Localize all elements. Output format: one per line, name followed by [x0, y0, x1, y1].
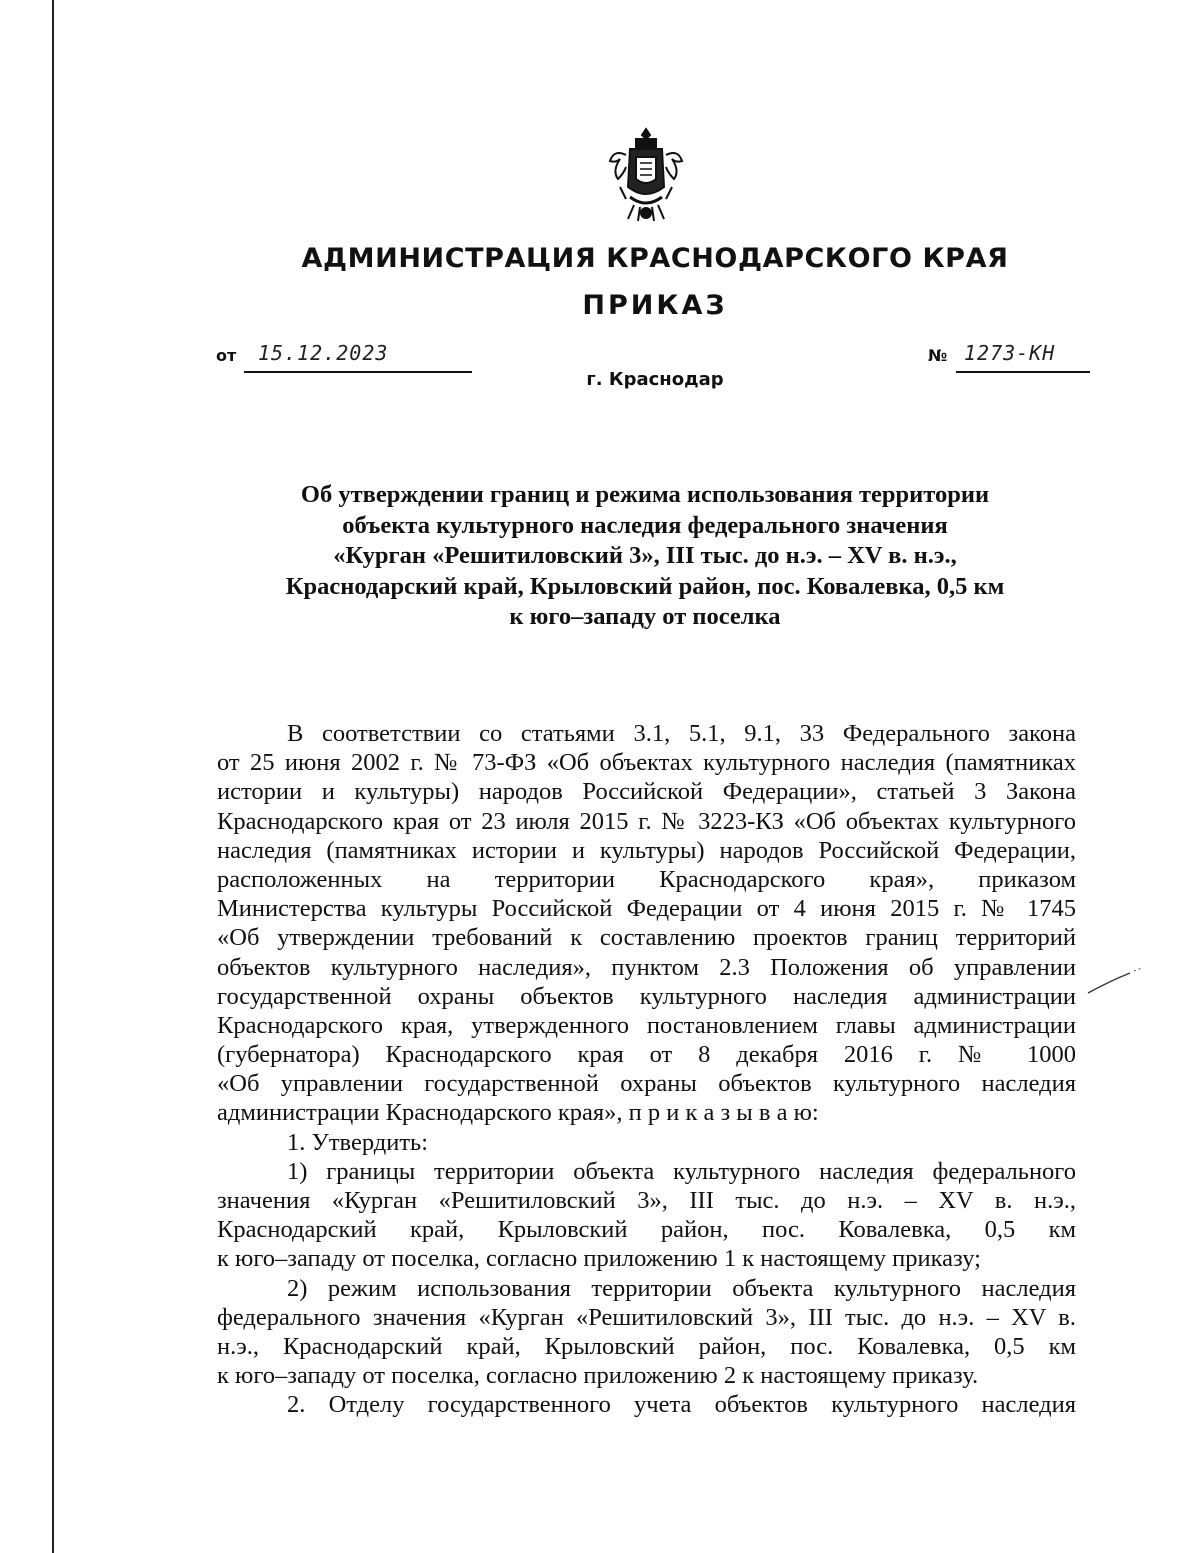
body-line: к юго–западу от поселка, согласно приложению 1 к настоящему приказу; [217, 1245, 981, 1273]
handwritten-date: 15.12.2023 [258, 341, 389, 365]
body-line: наследия (памятниках истории и культуры) народов Российской Федерации, [217, 836, 1076, 864]
body-line: 1) границы территории объекта культурного наследия федерального [287, 1157, 1076, 1185]
body-line: администрации Краснодарского края», п р и к а з ы в а ю: [217, 1099, 819, 1127]
body-line: объектов культурного наследия», пунктом 2.3 Положения об управлении [217, 953, 1076, 981]
body-line: 1. Утвердить: [287, 1128, 429, 1156]
date-label: от [216, 346, 237, 365]
subject-line: Об утверждении границ и режима использования территории [300, 481, 990, 508]
body-line: н.э., Краснодарский край, Крыловский район, пос. Ковалевка, 0,5 км [217, 1332, 1076, 1360]
subject-line: «Курган «Решитиловский 3», III тыс. до н.э. – XV в. н.э., [333, 542, 957, 569]
body-line: Краснодарского края от 23 июля 2015 г. № 3223-КЗ «Об объектах культурного [217, 807, 1076, 835]
city-name: г. Краснодар [586, 369, 724, 390]
document-type-title: ПРИКАЗ [582, 290, 728, 321]
body-line: Министерства культуры Российской Федерации от 4 июня 2015 г. № 1745 [217, 895, 1076, 923]
order-subject [200, 480, 1090, 633]
body-line: истории и культуры) народов Российской Федерации», статьей 3 Закона [217, 778, 1076, 806]
scan-left-edge [52, 0, 54, 1553]
organization-title: АДМИНИСТРАЦИЯ КРАСНОДАРСКОГО КРАЯ [301, 243, 1009, 274]
body-line: значения «Курган «Решитиловский 3», III тыс. до н.э. – XV в. н.э., [217, 1187, 1076, 1214]
number-label: № [928, 346, 948, 365]
body-line: от 25 июня 2002 г. № 73-ФЗ «Об объектах культурного наследия (памятниках [217, 749, 1076, 777]
handwritten-number: 1273-КН [964, 341, 1056, 365]
body-line: к юго–западу от поселка, согласно приложению 2 к настоящему приказу. [217, 1362, 979, 1390]
coat-of-arms-emblem [606, 127, 686, 223]
body-line: В соответствии со статьями 3.1, 5.1, 9.1, 33 Федерального закона [287, 720, 1076, 747]
pen-mark [1086, 967, 1146, 997]
body-line: (губернатора) Краснодарского края от 8 декабря 2016 г. № 1000 [217, 1041, 1076, 1069]
body-line: 2) режим использования территории объекта культурного наследия [287, 1274, 1076, 1302]
body-line: федерального значения «Курган «Решитиловский 3», III тыс. до н.э. – XV в. [217, 1303, 1076, 1331]
order-body-text [217, 719, 1076, 1420]
body-line: Краснодарский край, Крыловский район, пос. Ковалевка, 0,5 км [217, 1216, 1076, 1244]
subject-line: Краснодарский край, Крыловский район, пос. Ковалевка, 0,5 км [285, 572, 1005, 600]
body-line: Краснодарского края, утвержденного постановлением главы администрации [217, 1011, 1076, 1039]
body-line: «Об утверждении требований к составлению проектов границ территорий [217, 924, 1076, 952]
body-line: государственной охраны объектов культурного наследия администрации [217, 982, 1076, 1010]
subject-line: объекта культурного наследия федерального значения [342, 511, 948, 539]
body-line: 2. Отделу государственного учета объектов культурного наследия [287, 1391, 1076, 1419]
subject-line: к юго–западу от поселка [509, 603, 781, 630]
body-line: расположенных на территории Краснодарского края», приказом [217, 865, 1076, 893]
body-line: «Об управлении государственной охраны объектов культурного наследия [217, 1070, 1076, 1098]
